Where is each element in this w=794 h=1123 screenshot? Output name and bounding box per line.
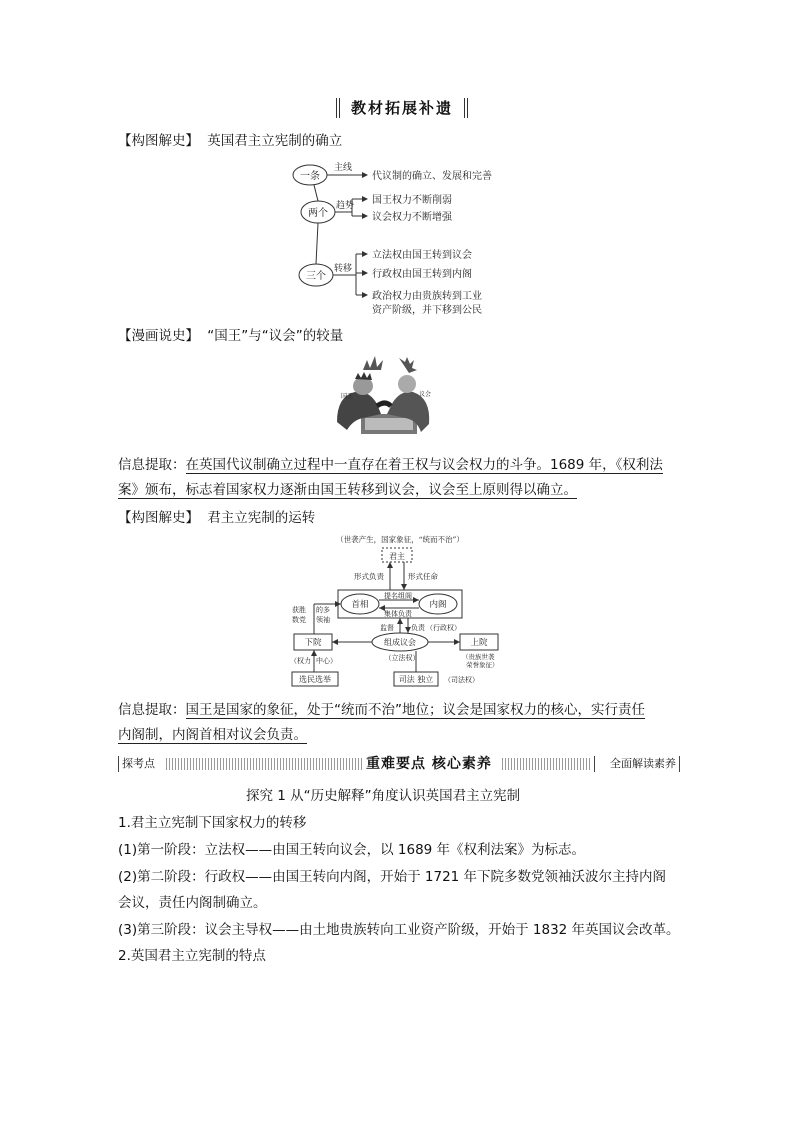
cartoon-illustration: [333, 352, 433, 442]
section1-tag: 【构图解史】: [118, 133, 199, 149]
d2-monarch: 君主: [389, 552, 405, 561]
transfer-political-1: 政治权力由贵族转到工业: [372, 291, 482, 302]
d2-pm: 首相: [351, 600, 369, 610]
inquiry-p2: (1)第一阶段：立法权——由国王转向议会，以 1689 年《权利法案》为标志。: [118, 842, 586, 858]
info2-text2: 内阁制，内阁首相对议会负责。: [118, 727, 307, 743]
d2-collective: 集体负责: [384, 610, 412, 618]
info2-line2: [118, 725, 307, 745]
inquiry-p3b: 会议，责任内阁制确立。: [118, 895, 267, 911]
section3-heading: [118, 508, 315, 528]
info2-text1: 国王是国家的象征，处于“统而不治”地位；议会是国家权力的核心，实行责任: [185, 702, 645, 718]
d2-election: 选民选举: [299, 675, 331, 684]
main-line-text: 代议制的确立、发展和完善: [372, 171, 492, 182]
info2-prefix: 信息提取：: [118, 702, 186, 718]
info2-line1: [118, 700, 645, 720]
transfer-legislative: 立法权由国王转到议会: [372, 250, 472, 261]
section2-tag: 【漫画说史】: [118, 328, 199, 344]
d2-majority-4: 领袖: [316, 616, 330, 624]
d2-executive: （行政权）: [426, 624, 461, 632]
d2-majority-1: 获胜: [292, 606, 306, 614]
cartoon-label-parliament: 议会: [419, 391, 432, 398]
inquiry-p1: 1.君主立宪制下国家权力的转移: [118, 815, 307, 831]
banner-title: 教材拓展补遗: [350, 99, 453, 117]
info1-line1: [118, 455, 663, 475]
node-one: 一条: [300, 171, 320, 182]
monarchy-operation-diagram: [290, 534, 512, 690]
d2-majority-3: 数党: [292, 616, 306, 624]
transfer-political-2: 资产阶级，并下移到公民: [372, 305, 482, 316]
node-two: 两个: [308, 208, 328, 219]
d2-majority-2: 的多: [316, 606, 330, 614]
node-three: 三个: [306, 271, 326, 282]
d2-legislative: （立法权）: [384, 654, 420, 662]
d2-formal-resp: 形式负责: [354, 572, 384, 581]
d2-lower: 下院: [304, 638, 322, 648]
trend-parliament: 议会权力不断增强: [372, 212, 452, 223]
d2-power-center-2: 中心）: [316, 657, 337, 665]
section3-tag: 【构图解史】: [118, 510, 199, 526]
d2-nominate: 提名组阁: [384, 592, 412, 600]
d2-supervise: 监督: [380, 624, 394, 632]
info1-line2: [118, 480, 577, 500]
edge-label-trend: 趋势: [336, 201, 355, 211]
section2-heading: [118, 326, 343, 346]
section2-title: “国王”与“议会”的较量: [207, 328, 344, 344]
separator-right: 全面解读素养: [610, 757, 676, 770]
edge-label-mainline: 主线: [334, 163, 353, 173]
section-banner: [336, 96, 468, 120]
section3-title: 君主立宪制的运转: [207, 510, 316, 526]
section-separator: [118, 754, 680, 774]
inquiry-p4: (3)第三阶段：议会主导权——由土地贵族转向工业资产阶级，开始于 1832 年英国议会改革。: [118, 922, 680, 938]
section1-heading: [118, 131, 342, 151]
info1-text1: 在英国代议制确立过程中一直存在着王权与议会权力的斗争。1689 年，《权利法: [185, 457, 663, 473]
section1-title: 英国君主立宪制的确立: [207, 133, 343, 149]
separator-middle: 重难要点 核心素养: [366, 756, 492, 772]
inquiry-p3a: (2)第二阶段：行政权——由国王转向内阁，开始于 1721 年下院多数党领袖沃波尔主持内阁: [118, 869, 667, 885]
power-transfer-diagram: [292, 158, 522, 320]
inquiry-p5: 2.英国君主立宪制的特点: [118, 948, 266, 964]
info1-prefix: 信息提取：: [118, 457, 186, 473]
separator-left: 探考点: [122, 757, 155, 770]
d2-top-note: （世袭产生，国家象征，“统而不治”）: [336, 535, 464, 544]
edge-label-transfer: 转移: [334, 264, 353, 274]
d2-upper: 上院: [470, 638, 488, 648]
d2-judicial-power: （司法权）: [444, 676, 479, 684]
info1-text2: 案》颁布，标志着国家权力逐渐由国王转移到议会，议会至上原则得以确立。: [118, 482, 577, 498]
d2-parliament: 组成议会: [384, 638, 416, 647]
d2-formal-appoint: 形式任命: [408, 572, 438, 581]
transfer-executive: 行政权由国王转到内阁: [372, 269, 472, 280]
d2-cabinet: 内阁: [429, 600, 447, 610]
d2-power-center-1: （权力: [290, 657, 311, 665]
d2-judicial: 司法 独立: [398, 675, 434, 684]
inquiry-title: 探究 1 从“历史解释”角度认识英国君主立宪制: [246, 788, 521, 804]
trend-king: 国王权力不断削弱: [372, 195, 452, 206]
cartoon-label-king: 国王: [341, 393, 354, 400]
d2-upper-note-2: 荣誉象征）: [466, 661, 499, 669]
d2-responsible: 负责: [411, 624, 425, 632]
d2-upper-note-1: （贵族世袭: [462, 653, 495, 661]
